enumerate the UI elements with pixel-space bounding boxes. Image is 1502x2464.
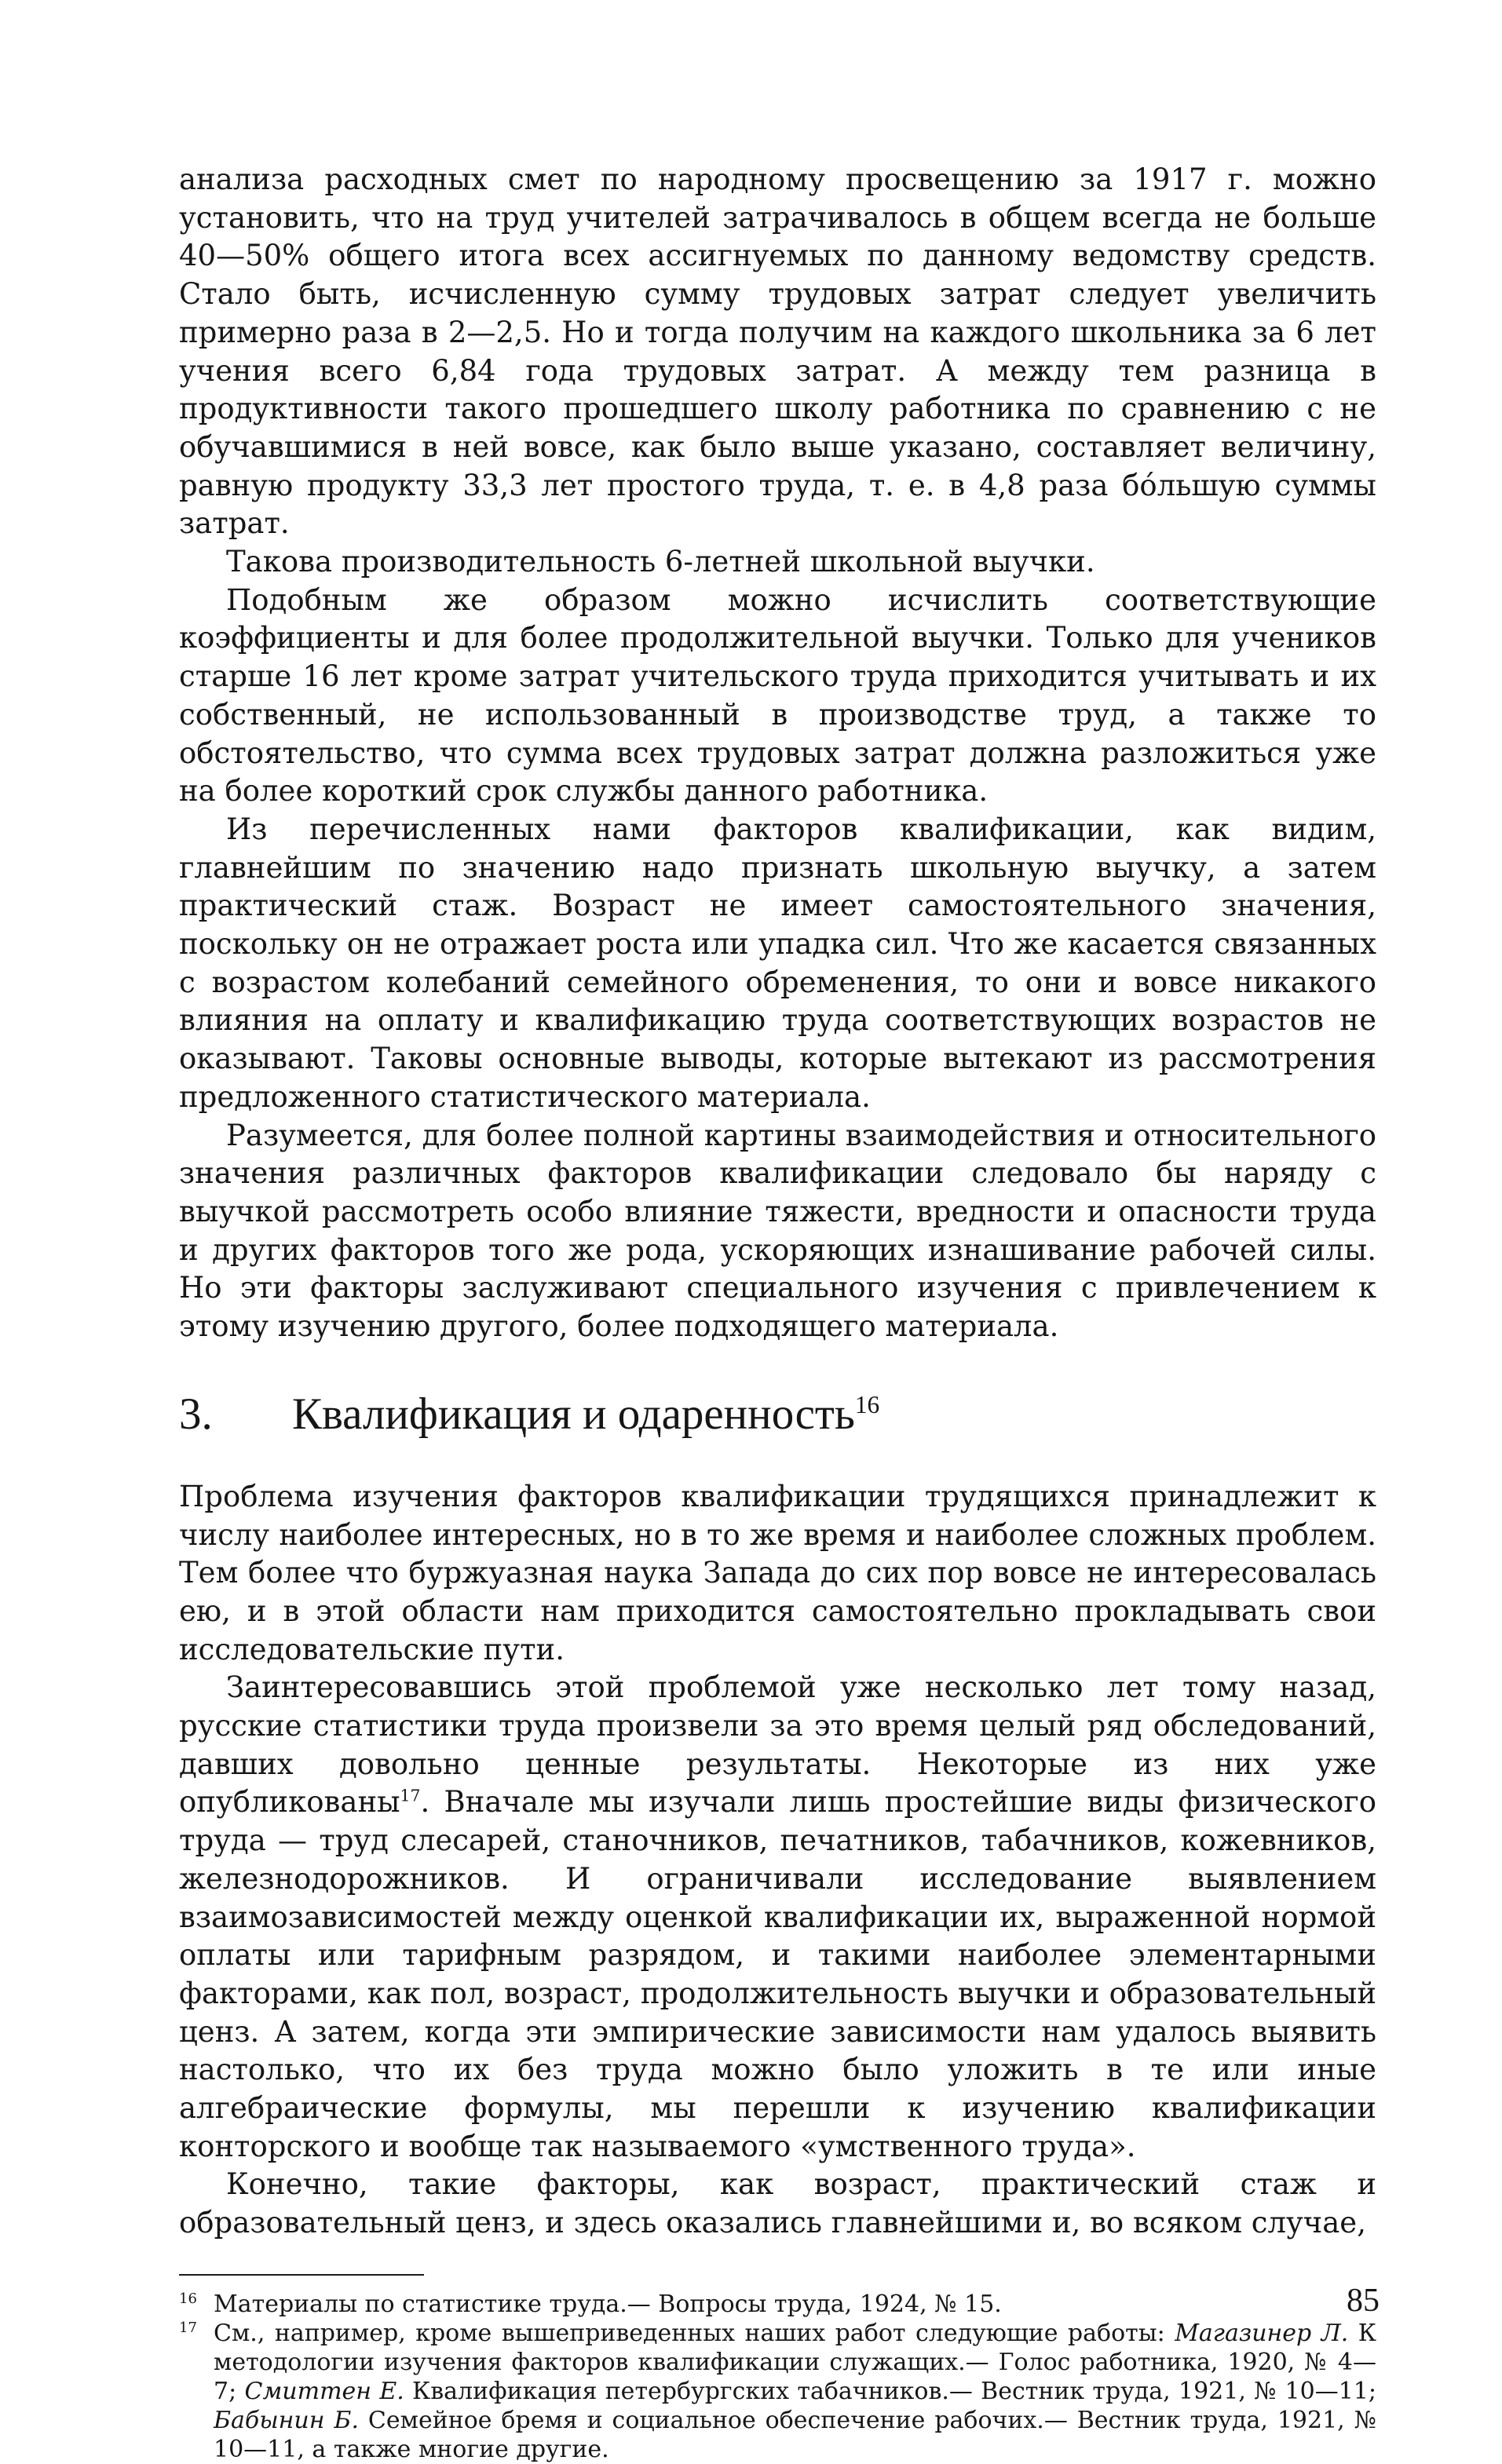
paragraph-1: анализа расходных смет по народному просвещению за 1917 г. можно установить, что на труд учителей затрачивалось в общем всегда не больше 40—50% общего итога всех ассигнуемых по данному ведомству средств. Стало быть, исчисленную сумму трудовых затрат следует увеличить примерно раза в 2—2,5. Но и тогда получим на каждого школьника за 6 лет учения всего 6,84 года трудовых затрат. А между тем разница в продуктивности такого прошедшего школу работника по сравнению с не обучавшимися в ней вовсе, как было выше указано, составляет величину, равную продукту 33,3 лет простого труда, т. е. в 4,8 раза бо́льшую суммы затрат. — [179, 162, 1376, 541]
page-number: 85 — [1347, 2283, 1380, 2319]
paragraph-4: Из перечисленных нами факторов квалификации, как видим, главнейшим по значению надо признать школьную выучку, а затем практический стаж. Возраст не имеет самостоятельного значения, поскольку он не отражает роста или упадка сил. Что же касается связанных с возрастом колебаний семейного обременения, то они и вовсе никакого влияния на оплату и квалификацию труда соответствующих возрастов не оказывают. Таковы основные выводы, которые вытекают из рассмотрения предложенного статистического материала. — [179, 812, 1376, 1114]
footnote-17: 17 См., например, кроме вышеприведенных наших работ следующие работы: Магазинер Л. К методологии изучения факторов квалификации служащих.— Голос работника, 1920, № 4—7; Смиттен Е. Квалификация петербургских табачников.— Вестник труда, 1921, № 10—11; Бабынин Б. Семейное бремя и социальное обеспечение рабочих.— Вестник труда, 1921, № 10—11, а также многие другие. — [179, 2319, 1377, 2463]
footnote-text: К методологии изучения факторов квалификации служащих.— Голос работника, 1920, № 4—7; — [214, 2319, 1377, 2405]
footnote-text: Квалификация петербургских табачников.— Вестник труда, 1921, № 10—11; — [404, 2377, 1377, 2405]
section-heading — [179, 1387, 1376, 1442]
paragraph-2: Такова производительность 6-летней школьной выучки. — [226, 545, 1095, 579]
footnote-text: Материалы по статистике труда.— Вопросы труда, 1924, № 15. — [214, 2290, 1002, 2318]
paragraph-7-text-b: . Вначале мы изучали лишь простейшие виды физического труда — труд слесарей, станочников, печатников, табачников, кожевников, железнодорожников. И ограничивали исследование выявлением взаимозависимостей между оценкой квалификации их, выраженной нормой оплаты или тарифным разрядом, и такими наиболее элементарными факторами, как пол, возраст, продолжительность выучки и образовательный ценз. А затем, когда эти эмпирические зависимости нам удалось выявить настолько, что их без труда можно было уложить в те или иные алгебраические формулы, мы перешли к изучению квалификации конторского и вообще так называемого «умственного труда». — [179, 1785, 1376, 2163]
paragraph-7-text-a: Заинтересовавшись этой проблемой уже несколько лет тому назад, русские статистики труда произвели за это время целый ряд обследований, давших довольно ценные результаты. Некоторые из них уже опубликованы — [179, 1670, 1376, 1820]
footnote-text: Семейное бремя и социальное обеспечение рабочих.— Вестник труда, 1921, № 10—11, а также многие другие. — [214, 2406, 1376, 2463]
footnote-author: Магазинер Л. — [1175, 2319, 1349, 2347]
footnote-author: Бабынин Б. — [214, 2406, 360, 2434]
section-number: 3. — [179, 1389, 213, 1439]
footnote-divider — [179, 2274, 424, 2276]
footnote-text: См., например, кроме вышеприведенных наших работ следующие работы: — [214, 2319, 1175, 2347]
footnote-author: Смиттен Е. — [244, 2377, 404, 2405]
paragraph-5: Разумеется, для более полной картины взаимодействия и относительного значения различных факторов квалификации следовало бы наряду с выучкой рассмотреть особо влияние тяжести, вредности и опасности труда и других факторов того же рода, ускоряющих изнашивание рабочей силы. Но эти факторы заслуживают специального изучения с привлечением к этому изучению другого, более подходящего материала. — [179, 1118, 1376, 1344]
paragraph-6: Проблема изучения факторов квалификации трудящихся принадлежит к числу наиболее интересных, но в то же время и наиболее сложных проблем. Тем более что буржуазная наука Запада до сих пор вовсе не интересовалась ею, и в этой области нам приходится самостоятельно прокладывать свои исследовательские пути. — [179, 1479, 1376, 1666]
footnote-16: 16 Материалы по статистике труда.— Вопросы труда, 1924, № 15. — [179, 2290, 1002, 2318]
page-content — [179, 161, 1376, 2464]
section-title: Квалификация и одаренность — [292, 1389, 855, 1439]
footnote-ref-17: 17 — [400, 1787, 421, 1806]
paragraph-3: Подобным же образом можно исчислить соответствующие коэффициенты и для более продолжительной выучки. Только для учеников старше 16 лет кроме затрат учительского труда приходится учитывать и их собственный, не использованный в производстве труд, а также то обстоятельство, что сумма всех трудовых затрат должна разложиться уже на более короткий срок службы данного работника. — [179, 582, 1376, 809]
paragraph-7 — [179, 1669, 1376, 2166]
footnote-ref-16: 16 — [854, 1390, 880, 1418]
paragraph-8: Конечно, такие факторы, как возраст, практический стаж и образовательный ценз, и здесь оказались главнейшими и, во всяком случае, — [179, 2167, 1376, 2240]
